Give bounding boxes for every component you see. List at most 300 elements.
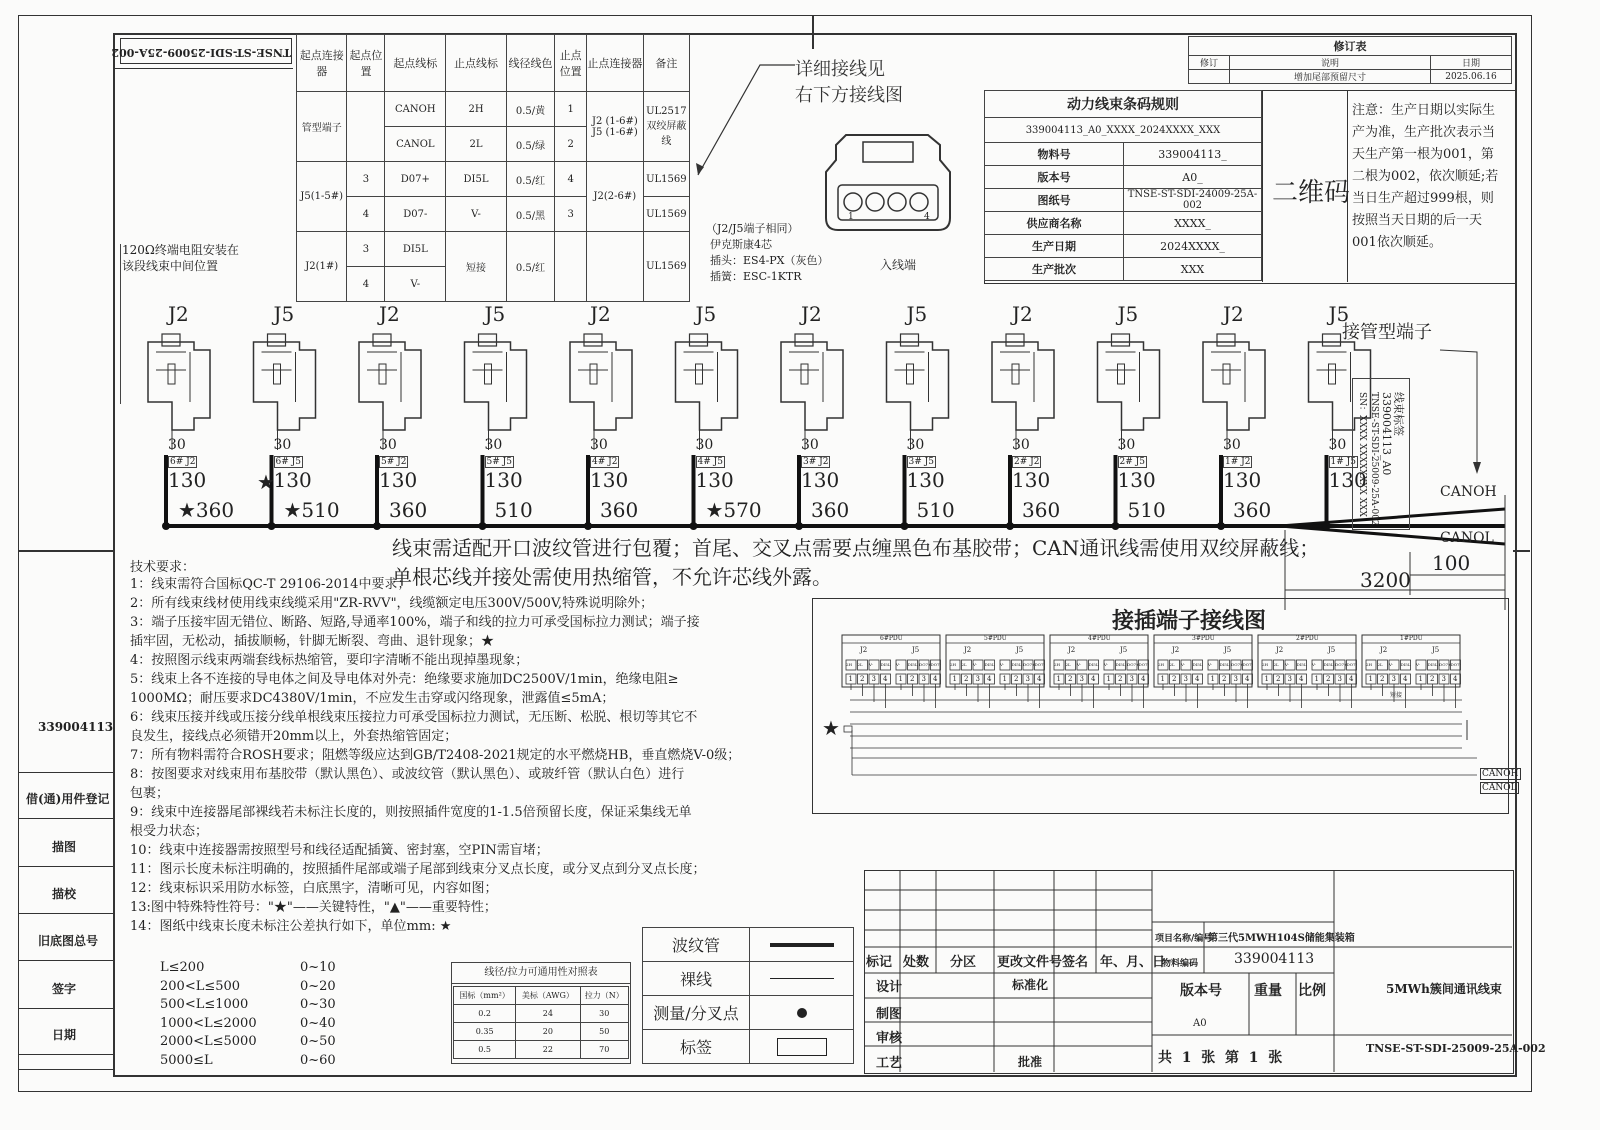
wt-c: 0.2 — [454, 1005, 516, 1023]
tb-mat-label: 物料编码 — [1162, 959, 1199, 969]
legend-bare-wire-icon — [750, 962, 854, 996]
tech-item: 12：线束标识采用防水标签，白底黑字，清晰可见，内容如图； — [130, 881, 498, 896]
wiring-pin-no: 4 — [1037, 675, 1042, 683]
wiring-pin-no: 2 — [1276, 675, 1281, 683]
wiring-group-name: 1#PDU — [1400, 635, 1423, 642]
wt-h: 美标（AWG） — [516, 987, 580, 1005]
wt-h: 拉力（N） — [580, 987, 628, 1005]
connector-tag: 2# J2 — [1014, 457, 1040, 467]
side-row-label: 描校 — [52, 887, 77, 901]
spec-cell: UL1569 — [643, 197, 689, 232]
connector-name: J5 — [1117, 302, 1139, 326]
segment-length: ★360 — [178, 498, 235, 522]
tech-item: 根受力状态； — [130, 824, 209, 839]
wiring-pin-no: 2 — [964, 675, 969, 683]
connector-name: J2 — [1223, 302, 1244, 326]
side-row-line — [18, 1054, 113, 1055]
wiring-pin-no: 2 — [910, 675, 915, 683]
connector-dim-30: 30 — [168, 437, 186, 453]
drawing-no-box-line — [113, 68, 293, 69]
canol-label: CANOL — [1440, 530, 1494, 546]
wiring-pin-no: 1 — [898, 675, 903, 683]
center-mark-top — [812, 15, 814, 49]
connector-dim-30: 30 — [1223, 437, 1241, 453]
connector-body — [148, 334, 210, 430]
split-point-dot — [1217, 522, 1225, 530]
tech-requirements — [130, 556, 810, 936]
wiring-pin-label: V- — [1181, 662, 1185, 667]
legend-tag-icon — [750, 1030, 854, 1064]
tech-item: 9：线束中连接器尾部裸线若未标注长度的，则按照插件宽度的1-1.5倍预留长度，保证采集线无单 — [130, 805, 692, 820]
tb-project-value: 第三代5MWH104S储能集装箱 — [1208, 933, 1355, 944]
connector-body — [676, 334, 738, 430]
spec-cell: DI5L — [385, 232, 446, 267]
wiring-pin-no: 4 — [1453, 675, 1458, 683]
connector-dim-30: 30 — [590, 437, 608, 453]
wiring-pin-label: V- — [1416, 662, 1420, 667]
wiring-pin-no: 1 — [848, 675, 853, 683]
wiring-j5: J5 — [1432, 646, 1440, 654]
segment-length: 360 — [1022, 498, 1061, 522]
spec-cell: DI5L — [446, 162, 507, 197]
tb-mark: 年、月、日 — [1100, 955, 1166, 970]
tb-role: 设计 — [876, 980, 903, 995]
wiring-pin-no: 2 — [1430, 675, 1435, 683]
wiring-pin-no: 3 — [1233, 675, 1238, 683]
wt-c: 22 — [516, 1041, 580, 1059]
rule-val: A0_ — [1124, 166, 1262, 189]
tol-range: 200<L≤500 — [160, 978, 241, 994]
resistor-note: 120Ω终端电阻安装在 该段线束中间位置 — [122, 243, 239, 273]
spec-cell: 0.5/黄 — [506, 92, 554, 127]
spec-h-5: 止点位置 — [555, 35, 587, 92]
spec-cell: 0.5/绿 — [506, 127, 554, 162]
tb-name: 5MWh簇间通讯线束 — [1386, 982, 1502, 996]
tb-mat-value: 339004113 — [1234, 951, 1315, 967]
connector-body — [887, 334, 949, 430]
segment-length: 510 — [916, 498, 955, 522]
connector-tag: 4# J2 — [592, 457, 618, 467]
wiring-pin-label: DO7- — [1346, 662, 1357, 667]
split-point-dot — [373, 522, 381, 530]
canoh-label: CANOH — [1440, 484, 1497, 500]
spec-cell: 3 — [347, 162, 385, 197]
tech-item: 2：所有线束线材使用线束线缆采用"ZR-RVV"，线缆额定电压300V/500V,特殊说明除外； — [130, 596, 654, 611]
wiring-pin-label: V- — [896, 662, 900, 667]
wiring-pin-label: DI5L — [984, 662, 995, 667]
connector-name: J2 — [801, 302, 822, 326]
revision-table — [1188, 36, 1512, 84]
connector-dim-130: 130 — [1223, 468, 1262, 492]
connector-dim-30: 30 — [273, 437, 292, 453]
side-row-line — [18, 960, 113, 961]
connector-tag: 3# J5 — [908, 457, 934, 467]
spec-cell: 2H — [446, 92, 507, 127]
tb-weight-label: 重量 — [1254, 983, 1282, 999]
wiring-pin-no: 1 — [1264, 675, 1269, 683]
drawing-no-rotated: TNSE-ST-SDI-25009-25A-002 — [120, 38, 292, 64]
tech-items — [130, 575, 810, 936]
tech-item: 5：线束上各不连接的导电体之间及导电体对外壳：绝缘要求施加DC2500V/1min，绝缘电阻≥ — [130, 672, 679, 687]
wiring-pin-label: DO7+ — [1439, 662, 1452, 667]
tb-role: 制图 — [876, 1007, 903, 1022]
spec-cell: CANOH — [385, 92, 446, 127]
spec-cell: 0.5/红 — [506, 232, 554, 302]
split-point-dot — [1112, 522, 1120, 530]
connector-dim-30: 30 — [1328, 437, 1347, 453]
label-tag-b: 339004113_A0 — [1380, 392, 1393, 476]
wiring-pin-label: 2H — [1158, 662, 1165, 667]
rev-h1: 修订 — [1189, 56, 1230, 70]
wiring-pin-no: 4 — [933, 675, 938, 683]
tb-role: 工艺 — [876, 1056, 903, 1071]
connector-dim-130: 130 — [695, 468, 734, 492]
label-tag — [1352, 378, 1410, 530]
connector-input-end: 入线端 — [880, 258, 917, 272]
tb-mark: 处数 — [903, 955, 930, 970]
connector-dim-130: 130 — [273, 468, 312, 492]
connector-body — [781, 334, 843, 430]
split-point-dot — [268, 522, 276, 530]
wiring-pin-label: V- — [1285, 662, 1289, 667]
spec-cell: CANOL — [385, 127, 446, 162]
segment-length: 360 — [389, 498, 428, 522]
spec-cell: J2(1#) — [297, 232, 347, 302]
spec-cell: V- — [446, 197, 507, 232]
label-tag-d: SN：XXXX XXXXXXXX XXX — [1357, 392, 1367, 517]
wt-c: 20 — [516, 1023, 580, 1041]
connector-dim-130: 130 — [1012, 468, 1051, 492]
connector-dim-30: 30 — [1117, 437, 1136, 453]
tb-drawing: TNSE-ST-SDI-25009-25A-002 — [1366, 1042, 1546, 1055]
wiring-pin-label: V- — [1389, 662, 1393, 667]
connector-name: J5 — [695, 302, 717, 326]
wiring-pin-label: DI5L — [880, 662, 891, 667]
wiring-pin-label: DO7+ — [1335, 662, 1348, 667]
wiring-pin-label: DO7- — [1138, 662, 1149, 667]
wiring-j2: J2 — [1172, 646, 1180, 654]
spec-cell: 0.5/黑 — [506, 197, 554, 232]
connector-body — [254, 334, 316, 430]
wiring-pin-no: 4 — [1299, 675, 1304, 683]
wiring-pin-no: 3 — [1183, 675, 1188, 683]
connector-name: J5 — [484, 302, 506, 326]
spec-cell: D07+ — [385, 162, 446, 197]
rule-val: TNSE-ST-SDI-24009-25A-002 — [1124, 189, 1262, 212]
segment-length: ★510 — [283, 498, 340, 522]
wiring-pin-no: 2 — [1380, 675, 1385, 683]
wiring-group-name: 6#PDU — [880, 635, 903, 642]
connector-note-2: 伊克斯康4芯 — [710, 238, 772, 251]
connector-tag: 2# J5 — [1119, 457, 1145, 467]
wiring-pin-label: V- — [1312, 662, 1316, 667]
wiring-pin-no: 4 — [1141, 675, 1146, 683]
tb-mark: 分区 — [950, 955, 977, 970]
wiring-group-name: 2#PDU — [1296, 635, 1319, 642]
spec-cell: 3 — [555, 197, 587, 232]
legend-corrugated-icon — [750, 928, 854, 962]
wiring-pin-label: DO7+ — [1127, 662, 1140, 667]
tol-range: 500<L≤1000 — [160, 997, 249, 1013]
wiring-pin-no: 1 — [1002, 675, 1007, 683]
tech-item: 14：图纸中线束长度未标注公差执行如下，单位mm: ★ — [130, 919, 452, 934]
spec-table — [296, 34, 690, 302]
tech-item: 13:图中特殊特性符号："★"——关键特性，"▲"——重要特性； — [130, 900, 497, 915]
connector-name: J5 — [273, 302, 295, 326]
side-part-no: 339004113 — [38, 720, 114, 734]
wiring-j2: J2 — [964, 646, 972, 654]
tb-mark: 更改文件号 — [997, 955, 1063, 970]
spec-h-7: 备注 — [643, 35, 689, 92]
connector-body — [992, 334, 1054, 430]
wiring-pin-no: 4 — [1245, 675, 1250, 683]
wiring-pin-no: 3 — [1079, 675, 1084, 683]
rule-key: 生产批次 — [985, 258, 1124, 281]
connector-dim-130: 130 — [1117, 468, 1156, 492]
side-row-line — [18, 913, 113, 914]
callout-detail: 详细接线见 右下方接线图 — [795, 59, 903, 106]
wiring-pin-label: DI5L — [1011, 662, 1022, 667]
wiring-pin-label: 2L — [1377, 662, 1383, 667]
wiring-pin-label: DI5L — [1323, 662, 1334, 667]
tb-mark: 签名 — [1062, 955, 1089, 970]
tech-item: 8：按图要求对线束用布基胶带（默认黑色）、或波纹管（默认黑色）、或玻纤管（默认白色）进行 — [130, 767, 685, 782]
spec-h-3: 止点线标 — [446, 35, 507, 92]
wiring-pin-no: 3 — [1025, 675, 1030, 683]
wiring-pin-no: 4 — [883, 675, 888, 683]
connector-dim-30: 30 — [695, 437, 714, 453]
wt-c: 0.35 — [454, 1023, 516, 1041]
connector-dim-30: 30 — [484, 437, 503, 453]
wiring-pin-no: 2 — [1068, 675, 1073, 683]
key-feature-star-icon: ★ — [257, 470, 275, 494]
wiring-pin-no: 3 — [1391, 675, 1396, 683]
side-row-label: 旧底图总号 — [38, 934, 99, 948]
side-row-label: 借(通)用件登记 — [26, 792, 110, 806]
wiring-pin-no: 3 — [1129, 675, 1134, 683]
wt-c: 0.5 — [454, 1041, 516, 1059]
connector-body — [359, 334, 421, 430]
wiring-pin-no: 1 — [1160, 675, 1165, 683]
wiring-pin-label: V- — [1077, 662, 1081, 667]
wiring-j2: J2 — [860, 646, 868, 654]
connector-tag: 5# J5 — [486, 457, 512, 467]
segment-length: ★570 — [705, 498, 762, 522]
wiring-pin-label: DO7- — [1242, 662, 1253, 667]
tol-value: 0~20 — [300, 978, 336, 994]
connector-pin4: 4 — [924, 212, 930, 222]
wiring-pin-no: 3 — [1287, 675, 1292, 683]
rev-title: 修订表 — [1189, 37, 1512, 56]
wiring-pin-label: 2H — [846, 662, 853, 667]
wiring-j5: J5 — [912, 646, 920, 654]
wiring-j5: J5 — [1224, 646, 1232, 654]
wiring-pin-no: 1 — [1210, 675, 1215, 683]
wiring-pin-label: DI5L — [1427, 662, 1438, 667]
spec-h-4: 线径线色 — [506, 35, 554, 92]
tech-item: 包裹； — [130, 786, 170, 801]
spec-cell — [347, 92, 385, 162]
rule-key: 物料号 — [985, 143, 1124, 166]
connector-body — [1098, 334, 1160, 430]
spec-cell: 3 — [347, 232, 385, 267]
connector-drawing — [818, 130, 958, 240]
spec-cell: J2(2-6#) — [587, 162, 644, 232]
connector-tag: 5# J2 — [381, 457, 407, 467]
split-point-dot — [1006, 522, 1014, 530]
wt-h: 国标（mm²） — [454, 987, 516, 1005]
barcode-note: 注意：生产日期以实际生产为准，生产批次表示当天生产第一根为001，第二根为002，依次顺延;若当日生产超过999根，则按照当天日期的后一天001依次顺延。 — [1352, 103, 1499, 250]
tb-mark: 标记 — [866, 955, 893, 970]
connector-dim-130: 130 — [590, 468, 629, 492]
wiring-pin-label: 2L — [1169, 662, 1175, 667]
connector-note-3: 插头：ES4-PX（灰色） — [710, 254, 829, 267]
tol-value: 0~60 — [300, 1053, 336, 1068]
connector-dim-130: 130 — [1328, 468, 1367, 492]
label-tag-c: TNSE-ST-SDI-25009-25A-002 — [1369, 392, 1379, 526]
wiring-pin-no: 4 — [1403, 675, 1408, 683]
connector-body — [465, 334, 527, 430]
tb-approve: 批准 — [1018, 1055, 1043, 1069]
connector-body — [570, 334, 632, 430]
wiring-pin-no: 4 — [987, 675, 992, 683]
wiring-pin-no: 3 — [921, 675, 926, 683]
instruction-2: 单根芯线并接处需使用热缩管，不允许芯线外露。 — [392, 565, 832, 589]
wiring-canol: CANOL — [1482, 783, 1517, 793]
connector-tag: 1# J2 — [1225, 457, 1251, 467]
tech-item: 3：端子压接牢固无错位、断路、短路,导通率100%，端子和线的拉力可承受国标拉力测试；端子接 — [130, 615, 700, 630]
wiring-title: 接插端子接线图 — [1112, 608, 1267, 634]
connector-dim-130: 130 — [801, 468, 840, 492]
rule-title: 动力线束条码规则 — [985, 91, 1262, 118]
side-row-label: 签字 — [52, 982, 77, 996]
connector-body — [1203, 334, 1265, 430]
wt-c: 70 — [580, 1041, 628, 1059]
legend-label: 测量/分叉点 — [643, 996, 750, 1030]
wiring-pin-no: 3 — [871, 675, 876, 683]
wiring-pin-label: DI5L — [907, 662, 918, 667]
tb-version-label: 版本号 — [1180, 983, 1222, 999]
dim-100: 100 — [1432, 551, 1471, 575]
tb-version-value: A0 — [1193, 1018, 1207, 1029]
wiring-pin-label: V- — [1000, 662, 1004, 667]
connector-name: J2 — [1012, 302, 1033, 326]
spec-cell: 4 — [347, 197, 385, 232]
wiring-pin-label: 2H — [1054, 662, 1061, 667]
wiring-pin-label: V- — [1104, 662, 1108, 667]
spec-cell: 1 — [555, 92, 587, 127]
wiring-pin-label: DI5L — [1296, 662, 1307, 667]
wiring-pin-label: DO7- — [930, 662, 941, 667]
wiring-pin-no: 1 — [1106, 675, 1111, 683]
instruction-1: 线束需适配开口波纹管进行包覆；首尾、交叉点需要点缠黑色布基胶带；CAN通讯线需使用双绞屏蔽线； — [392, 536, 1320, 560]
wiring-pin-no: 2 — [1014, 675, 1019, 683]
legend-table — [642, 927, 854, 1064]
connector-name: J2 — [590, 302, 611, 326]
wiring-j5: J5 — [1328, 646, 1336, 654]
wiring-pin-no: 3 — [1441, 675, 1446, 683]
wiring-pin-label: DO7- — [1034, 662, 1045, 667]
wiring-pin-label: DI5L — [1192, 662, 1203, 667]
wire-table — [453, 986, 629, 1059]
wiring-pin-no: 1 — [1418, 675, 1423, 683]
barcode-rule-table — [984, 90, 1262, 281]
wiring-pin-label: DI5L — [1400, 662, 1411, 667]
wiring-short: 短接 — [1390, 692, 1403, 699]
wiring-pin-no: 1 — [1056, 675, 1061, 683]
tech-item: 良发生，接线点必须错开20mm以上，外套热缩管固定； — [130, 729, 458, 744]
wiring-pin-no: 4 — [1349, 675, 1354, 683]
wiring-pin-label: V- — [869, 662, 873, 667]
rule-key: 生产日期 — [985, 235, 1124, 258]
tech-title: 技术要求： — [130, 560, 196, 575]
tech-item: 插牢固，无松动，插拔顺畅，针脚无断裂、弯曲、退针现象；★ — [130, 634, 495, 649]
side-row-line — [18, 1008, 113, 1009]
rev-desc: 增加尾部预留尺寸 — [1230, 70, 1431, 84]
tol-range: 1000<L≤2000 — [160, 1015, 257, 1031]
tech-item: 4：按照图示线束两端套线标热缩管，要印字清晰不能出现掉墨现象； — [130, 653, 529, 668]
qr-label: 二维码 — [1272, 178, 1351, 208]
tol-range: L≤200 — [160, 960, 205, 975]
wiring-pin-label: DI5L — [1088, 662, 1099, 667]
rev-date: 2025.06.16 — [1431, 70, 1512, 84]
split-point-dot — [901, 522, 909, 530]
wiring-j5: J5 — [1120, 646, 1128, 654]
spec-cell: UL1569 — [643, 162, 689, 197]
wiring-pin-no: 2 — [1118, 675, 1123, 683]
tol-value: 0~40 — [300, 1015, 336, 1031]
wiring-pin-label: 2H — [950, 662, 957, 667]
connector-dim-30: 30 — [801, 437, 819, 453]
wiring-pin-label: DI5L — [1115, 662, 1126, 667]
side-row-label: 日期 — [52, 1028, 77, 1042]
side-row-line — [18, 818, 113, 819]
side-row-label: 描图 — [52, 840, 77, 854]
wiring-canoh: CANOH — [1482, 769, 1519, 779]
wiring-pin-label: 2L — [1273, 662, 1279, 667]
spec-h-0: 起点连接器 — [297, 35, 347, 92]
tol-value: 0~50 — [300, 1034, 336, 1050]
rule-val: 339004113_ — [1124, 143, 1262, 166]
connector-tag: 4# J5 — [697, 457, 723, 467]
wt-c: 24 — [516, 1005, 580, 1023]
connector-tag: 6# J5 — [275, 457, 301, 467]
connector-tag: 3# J2 — [803, 457, 829, 467]
wiring-pin-no: 3 — [1337, 675, 1342, 683]
tol-range: 2000<L≤5000 — [160, 1034, 257, 1050]
connector-note-1: （J2/J5端子相同） — [706, 222, 799, 235]
rev-cell — [1189, 70, 1230, 84]
wire-table-title: 线径/拉力可通用性对照表 — [452, 963, 630, 984]
segment-length: 360 — [1233, 498, 1272, 522]
tol-value: 0~10 — [300, 960, 336, 975]
spec-cell: 2 — [555, 127, 587, 162]
segment-length: 510 — [1127, 498, 1166, 522]
wt-c: 50 — [580, 1023, 628, 1041]
spec-cell: 4 — [347, 267, 385, 302]
wiring-pin-no: 2 — [1172, 675, 1177, 683]
connector-pin1: 1 — [848, 212, 854, 222]
connector-name: J5 — [906, 302, 928, 326]
split-point-dot — [584, 522, 592, 530]
wiring-pin-label: 2L — [1065, 662, 1071, 667]
wiring-pin-no: 2 — [860, 675, 865, 683]
spec-cell: 管型端子 — [297, 92, 347, 162]
spec-cell: UL1569 — [643, 232, 689, 302]
wiring-j2: J2 — [1068, 646, 1076, 654]
tb-role: 审核 — [876, 1031, 903, 1046]
connector-dim-130: 130 — [906, 468, 945, 492]
